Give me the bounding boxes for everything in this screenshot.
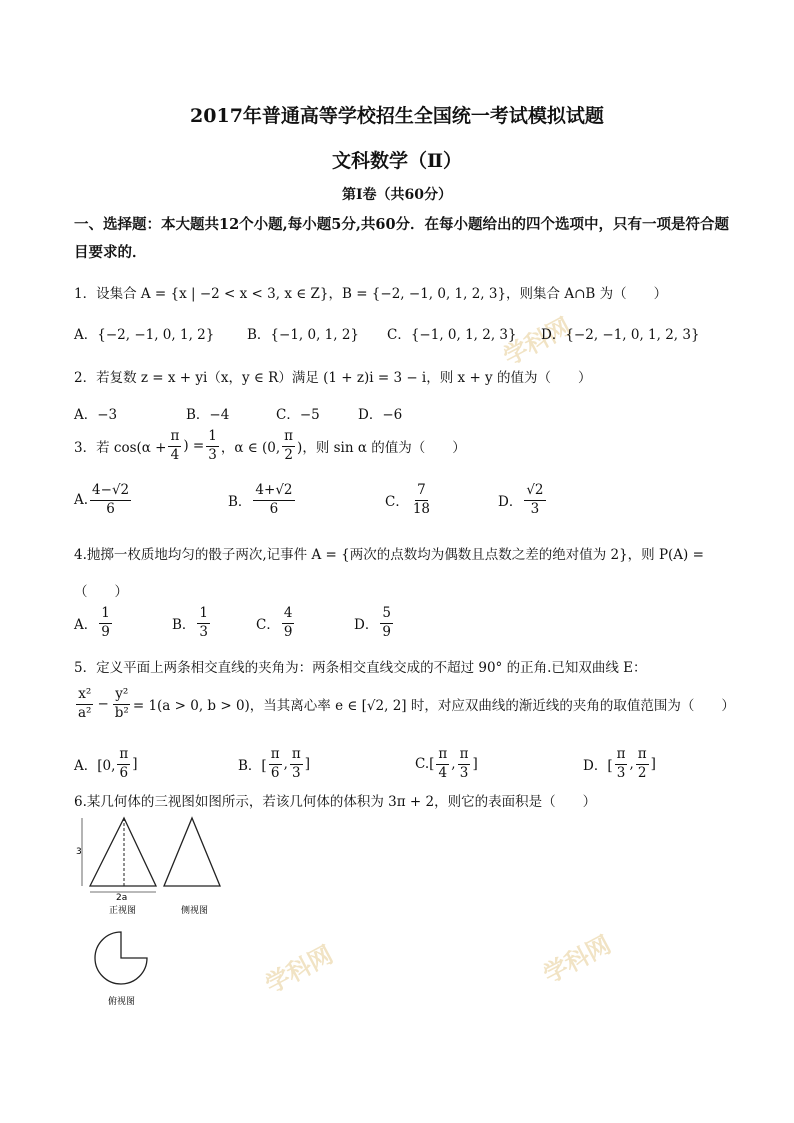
q5-option-b: B．[ $\frac{\pi}{6}$ , $\frac{\pi}{3}$ ] — [238, 746, 311, 781]
label-side-view: 侧视图 — [181, 906, 209, 916]
question-4-stem-cont: （ ） — [74, 584, 128, 600]
q5-frac-x2-a2: $\frac{\text{x²}}{\text{a²}}$ — [78, 686, 92, 721]
three-view-figure — [72, 812, 252, 1012]
q5-option-c: C.[ $\frac{\pi}{4}$ , $\frac{\pi}{3}$ ] — [415, 746, 478, 781]
q3-frac-pi-2: $\frac{\pi}{2}$ — [284, 428, 294, 463]
q1-option-c: C．{−1, 0, 1, 2, 3} — [387, 327, 517, 343]
q4-option-d: D． $\frac{5}{9}$ — [354, 605, 391, 640]
q3-stem-pre: 3．若 cos(α + — [74, 440, 167, 456]
question-4-stem: 4.抛掷一枚质地均匀的骰子两次,记事件 A = {两次的点数均为偶数且点数之差的绝对值为 2}，则 P(A) = — [74, 547, 704, 563]
q5-frac-y2-b2: $\frac{\text{y²}}{\text{b²}}$ — [114, 686, 129, 721]
page-title: 2017年普通高等学校招生全国统一考试模拟试题 — [190, 105, 604, 127]
q1-option-d: D．{−2, −1, 0, 1, 2, 3} — [541, 327, 700, 343]
question-6-stem: 6.某几何体的三视图如图所示，若该几何体的体积为 3π + 2，则它的表面积是（ ） — [74, 794, 597, 810]
q3-option-a: A. $\frac{4-√2}{6}$ — [74, 482, 130, 517]
q5-option-a: A．[0, $\frac{\pi}{6}$ ] — [74, 746, 138, 781]
q3-frac-1-3: $\frac{1}{3}$ — [208, 428, 217, 463]
watermark: 学科网 — [538, 930, 616, 989]
q1-option-b: B．{−1, 0, 1, 2} — [247, 327, 360, 343]
question-1-stem: 1．设集合 A = {x | −2 < x < 3, x ∈ Z}，B = {−2, −1, 0, 1, 2, 3}，则集合 A∩B 为（ ） — [74, 286, 668, 302]
q1-option-a: A．{−2, −1, 0, 1, 2} — [74, 327, 215, 343]
question-3-stem — [74, 430, 466, 462]
q2-option-d: D．−6 — [358, 407, 403, 423]
q3-frac-pi-4: $\frac{\pi}{4}$ — [170, 428, 180, 463]
q5-option-d: D．[ $\frac{\pi}{3}$ , $\frac{\pi}{2}$ ] — [583, 746, 656, 781]
q4-option-b: B． $\frac{1}{3}$ — [172, 605, 209, 640]
watermark: 学科网 — [498, 312, 576, 371]
side-view — [164, 818, 220, 886]
top-view — [95, 932, 147, 984]
q5-equation-post: = 1(a > 0, b > 0)，当其离心率 e ∈ [√2, 2] 时，对应双曲线的渐近线的夹角的取值范围为（ ） — [132, 698, 735, 714]
section-instructions: 一、选择题：本大题共12个小题,每小题5分,共60分．在每小题给出的四个选项中，只有一项是符合题目要求的． — [74, 216, 730, 261]
page-subtitle: 文科数学（Ⅱ） — [331, 150, 462, 172]
label-top-view: 俯视图 — [108, 997, 136, 1007]
q3-stem-mid2: ，α ∈ (0, — [220, 440, 281, 456]
question-5-stem: 5．定义平面上两条相交直线的夹角为：两条相交直线交成的不超过 90° 的正角.已知双曲线 E： — [74, 660, 647, 676]
watermark: 学科网 — [260, 940, 338, 999]
q3-option-c: C． $\frac{7}{18}$ — [385, 482, 431, 517]
q4-option-a: A． $\frac{1}{9}$ — [74, 605, 110, 640]
front-view — [82, 818, 156, 892]
q2-option-a: A．−3 — [74, 407, 118, 423]
label-front-view: 正视图 — [109, 906, 137, 916]
q3-stem-mid: ) = — [183, 438, 205, 454]
q3-stem-post: )，则 sin α 的值为（ ） — [297, 440, 466, 456]
q2-option-c: C．−5 — [276, 407, 320, 423]
q2-option-b: B．−4 — [186, 407, 230, 423]
q3-option-d: D． $\frac{√2}{3}$ — [498, 482, 544, 517]
question-2-stem: 2．若复数 z = x + yi（x，y ∈ R）满足 (1 + z)i = 3 − i，则 x + y 的值为（ ） — [74, 370, 592, 386]
label-height: 3 — [76, 847, 82, 857]
question-5-equation: $\frac{\text{x²}}{\text{a²}}$ − $\frac{\text{y²}}{\text{b²}}$ = 1(a > 0, b > 0)，当其离心率 e ∈ [√2, 2] 时，对应双曲线的渐近线的夹角的取值范围为（ ） — [78, 686, 735, 721]
part-heading: 第Ⅰ卷（共60分） — [341, 187, 453, 203]
q4-option-c: C． $\frac{4}{9}$ — [256, 605, 293, 640]
label-width: 2a — [116, 893, 128, 903]
q3-option-b: B． $\frac{4+√2}{6}$ — [228, 482, 293, 517]
